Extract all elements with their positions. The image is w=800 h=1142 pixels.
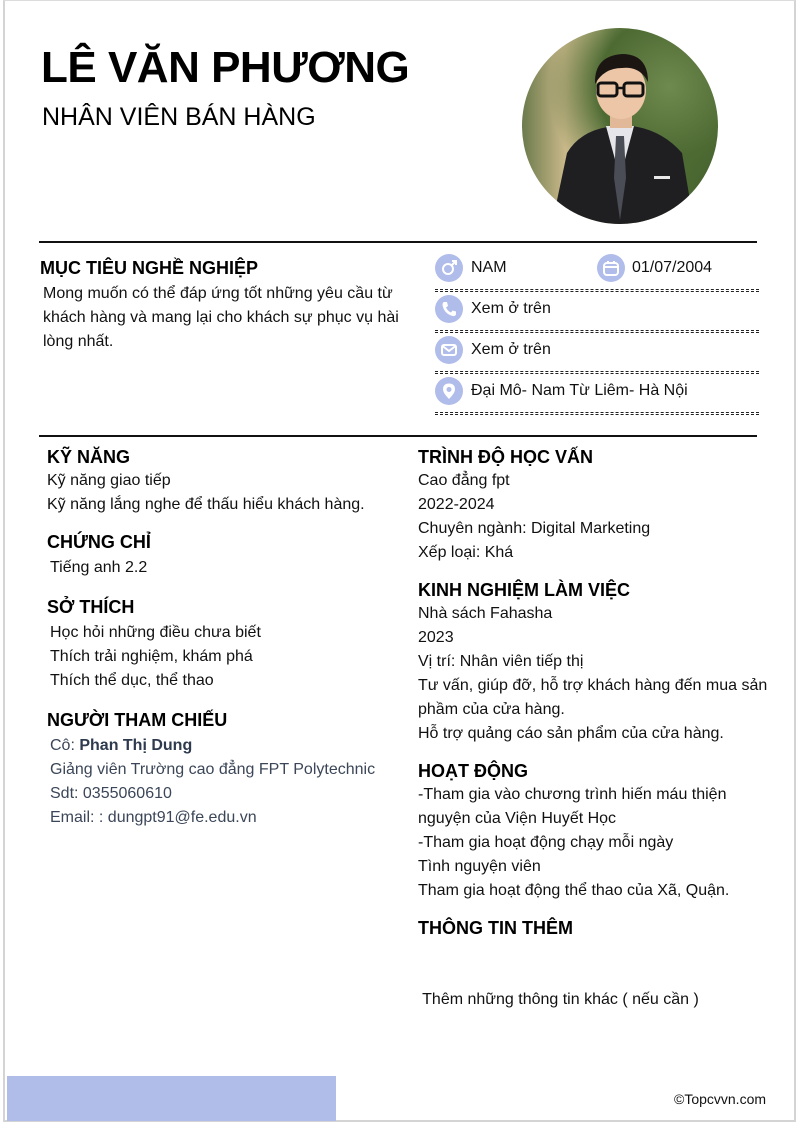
objective-line: lòng nhất. — [43, 333, 114, 350]
certificates-list — [50, 556, 147, 580]
experience-item: 2023 — [418, 629, 454, 646]
avatar — [522, 28, 718, 224]
references-title: NGƯỜI THAM CHIẾU — [47, 710, 228, 730]
contact-row-email — [435, 333, 759, 374]
experience-item: Vị trí: Nhân viên tiếp thị — [418, 653, 584, 670]
hobbies-title: SỞ THÍCH — [47, 597, 135, 617]
education-list — [418, 469, 650, 565]
phone-value: Xem ở trên — [471, 300, 551, 317]
hobby-item: Thích thể dục, thể thao — [50, 672, 214, 689]
cv-page — [3, 0, 796, 1122]
reference-email: Email: : dungpt91@fe.edu.vn — [50, 809, 257, 826]
additional-info-title: THÔNG TIN THÊM — [418, 918, 573, 938]
candidate-name: LÊ VĂN PHƯƠNG — [41, 43, 410, 92]
experience-list — [418, 602, 767, 746]
activity-item: nguyện của Viện Huyết Học — [418, 810, 617, 827]
reference-prefix: Cô: — [50, 737, 80, 754]
hobby-item: Học hỏi những điều chưa biết — [50, 624, 261, 641]
education-title: TRÌNH ĐỘ HỌC VẤN — [418, 447, 593, 467]
skill-item: Kỹ năng lắng nghe để thấu hiểu khách hàng. — [47, 496, 365, 513]
additional-info-item: Thêm những thông tin khác ( nếu cần ) — [418, 991, 699, 1008]
experience-title: KINH NGHIỆM LÀM VIỆC — [418, 580, 631, 600]
objective-line: Mong muốn có thể đáp ứng tốt những yêu cầu từ — [43, 285, 393, 302]
skill-item: Kỹ năng giao tiếp — [47, 472, 171, 489]
experience-item: Nhà sách Fahasha — [418, 605, 553, 622]
skills-list — [47, 469, 365, 517]
experience-item: phầm của cửa hàng. — [418, 701, 565, 718]
footer-copyright: ©Topcvvn.com — [674, 1091, 767, 1107]
experience-item: Tư vấn, giúp đỡ, hỗ trợ khách hàng đến mua sản — [418, 677, 768, 694]
contact-row-phone — [435, 292, 759, 333]
birthday-value: 01/07/2004 — [632, 259, 713, 276]
email-icon — [435, 336, 463, 364]
hobbies-list — [50, 621, 261, 693]
objective-line: khách hàng và mang lại cho khách sự phục vụ hài — [43, 309, 399, 326]
reference-phone: Sdt: 0355060610 — [50, 785, 172, 802]
job-title: NHÂN VIÊN BÁN HÀNG — [42, 103, 316, 131]
reference-position: Giảng viên Trường cao đẳng FPT Polytechnic — [50, 761, 376, 778]
reference-name-line — [50, 734, 375, 758]
additional-info-list — [418, 940, 699, 1060]
objective-title: MỤC TIÊU NGHỀ NGHIỆP — [40, 258, 259, 278]
address-value: Đại Mô- Nam Từ Liêm- Hà Nội — [471, 382, 688, 399]
contact-row-gender-birthday — [435, 251, 759, 292]
certificates-title: CHỨNG CHỈ — [47, 532, 151, 552]
education-item: Xếp loại: Khá — [418, 544, 514, 561]
references-block — [50, 734, 375, 830]
gender-value: NAM — [471, 259, 507, 276]
activity-item: Tham gia hoạt động thể thao của Xã, Quận. — [418, 882, 730, 899]
calendar-icon — [597, 254, 625, 282]
email-value: Xem ở trên — [471, 341, 551, 358]
education-item: Chuyên ngành: Digital Marketing — [418, 520, 651, 537]
footer-accent-bar — [7, 1076, 336, 1121]
objective-text — [43, 282, 399, 354]
education-item: Cao đẳng fpt — [418, 472, 510, 489]
activities-title: HOẠT ĐỘNG — [418, 761, 528, 781]
gender-icon — [435, 254, 463, 282]
contact-row-address — [435, 374, 759, 415]
location-pin-icon — [435, 377, 463, 405]
phone-icon — [435, 295, 463, 323]
activity-item: Tình nguyện viên — [418, 858, 541, 875]
activities-list — [418, 783, 729, 903]
reference-name: Phan Thị Dung — [79, 737, 193, 754]
activity-item: -Tham gia vào chương trình hiến máu thiện — [418, 786, 727, 803]
education-item: 2022-2024 — [418, 496, 495, 513]
divider-top — [39, 241, 757, 243]
skills-title: KỸ NĂNG — [47, 447, 131, 467]
experience-item: Hỗ trợ quảng cáo sản phẩm của cửa hàng. — [418, 725, 724, 742]
certificate-item: Tiếng anh 2.2 — [50, 559, 148, 576]
hobby-item: Thích trải nghiệm, khám phá — [50, 648, 253, 665]
activity-item: -Tham gia hoạt động chạy mỗi ngày — [418, 834, 674, 851]
person-photo-icon — [522, 28, 718, 224]
dashed-divider — [435, 412, 759, 415]
divider-middle — [39, 435, 757, 437]
